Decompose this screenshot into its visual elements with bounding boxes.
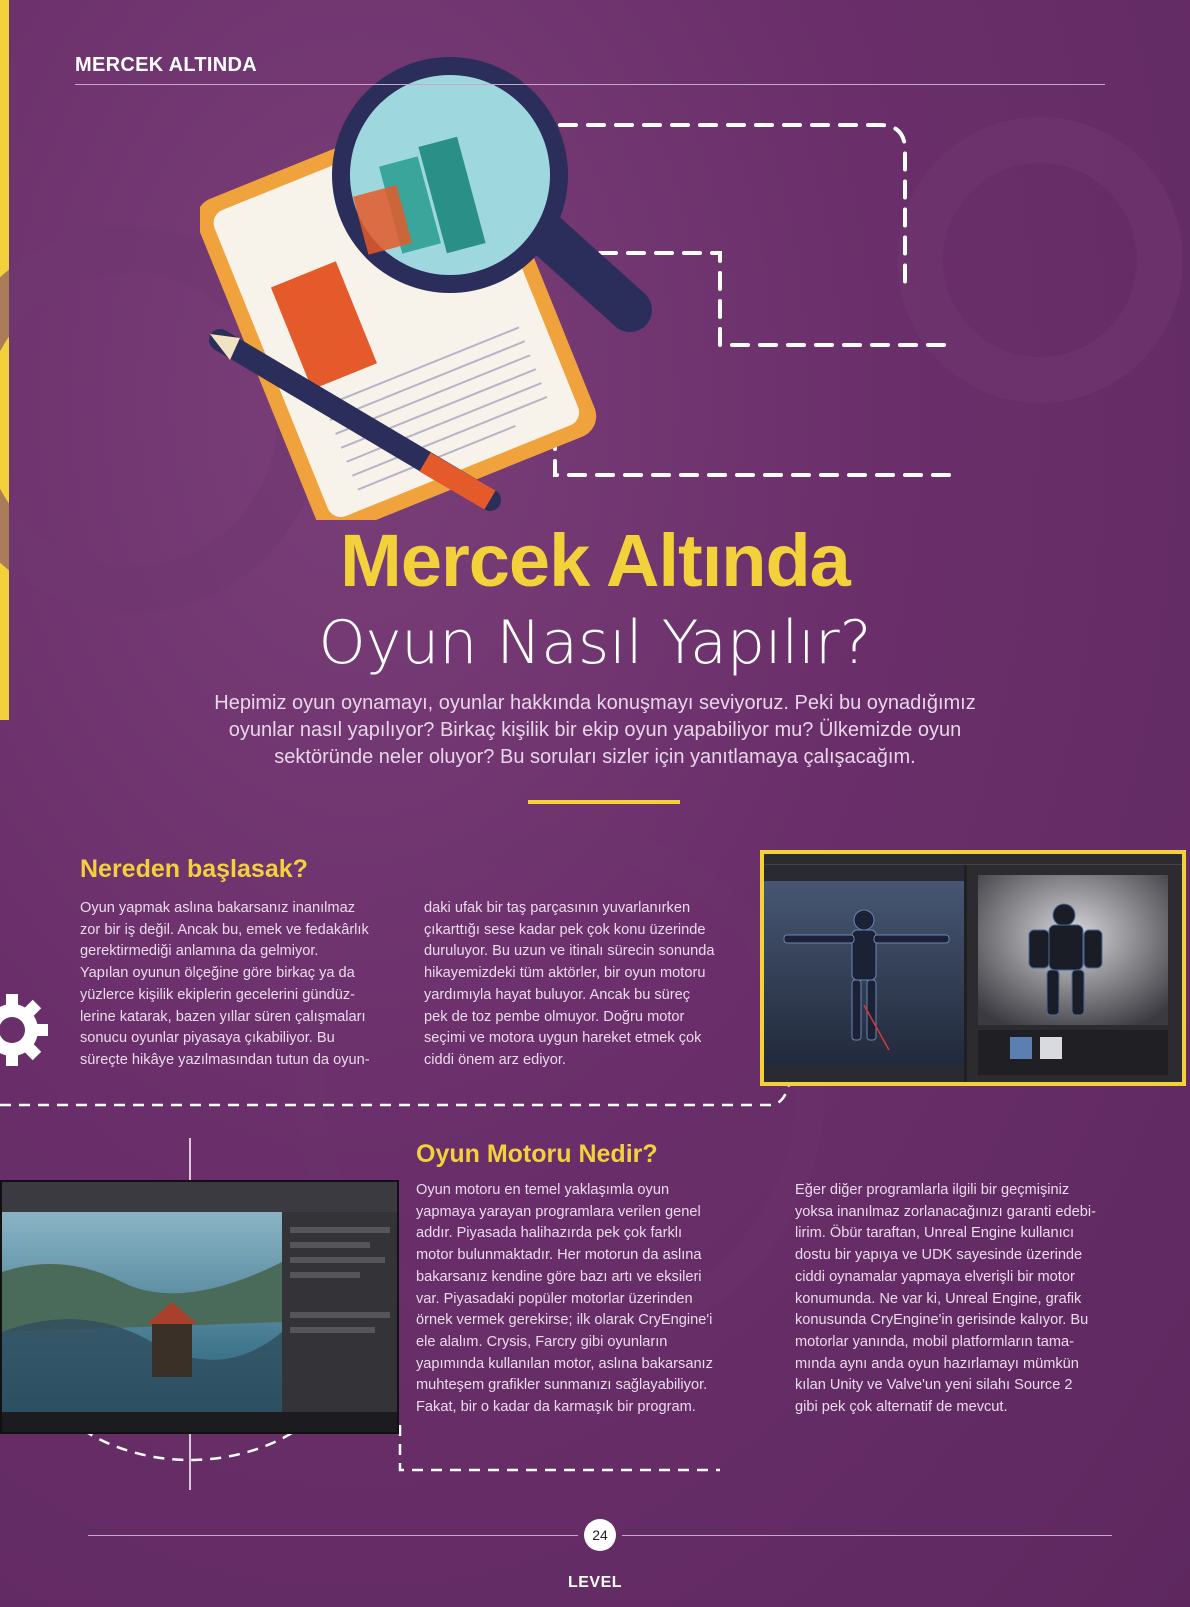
section1-title: Nereden başlasak? [80,855,308,883]
text-line: daki ufak bir taş parçasının yuvarlanırken [424,900,691,916]
text-line: ciddi oynamalar yapmaya elverişli bir motor [795,1268,1075,1285]
text-line: gerektirmediği anlamına da gelmiyor. [80,943,319,960]
text-line: konumunda. Ne var ki, Unreal Engine, grafik [795,1290,1082,1307]
text-line: lerine katarak, bazen yıllar süren çalışmaları [80,1008,366,1025]
text-line: yapmaya yarayan programlara verilen genel [416,1203,701,1220]
section-label: MERCEK ALTINDA [75,54,257,76]
text-line: çıkarttığı sese kadar pek çok konu üzerinde [424,921,706,938]
text-line: seçimi ve motora uygun hareket etmek çok [424,1030,702,1047]
text-line: hikayemizdeki tüm aktörler, bir oyun motoru [424,965,706,982]
magnifier-document-illustration [200,40,680,520]
text-line: ele alalım. Crysis, Farcry gibi oyunların [416,1333,668,1350]
text-line: konusunda CryEngine'in gerisinde kalıyor. Bu [795,1312,1089,1329]
text-line: Oyun yapmak aslına bakarsanız inanılmaz [80,900,355,916]
text-line: bakarsanız kendine göre bazı artı ve eksileri [416,1268,702,1285]
section2-column2 [795,1180,1135,1419]
text-line: süreçte hikâye yazılmasından tutun da oyun- [80,1051,370,1068]
text-line: motor bulunmaktadır. Her motorun da aslına [416,1247,702,1264]
section1-column1 [80,898,410,1072]
text-line: yardımıyla hayat buluyor. Ancak bu süreç [424,986,691,1003]
text-line: sonucu oyunlar piyasaya çıkabiliyor. Bu [80,1030,335,1047]
text-line: kılan Unity ve Valve'un yeni silahı Source 2 [795,1377,1073,1394]
section1-column2 [424,898,744,1072]
gear-icon [0,990,52,1070]
text-line: gibi pek çok alternatif de mevcut. [795,1399,1008,1416]
text-line: muhteşem grafikler sunmanızı sağlayabiliyor. [416,1377,708,1394]
text-line: yapımında kullanılan motor, aslına bakarsanız [416,1355,713,1372]
island-render [2,1182,397,1432]
footer-rule-left [88,1535,578,1536]
intro-line: Hepimiz oyun oynamayı, oyunlar hakkında konuşmayı seviyoruz. Peki bu oynadığımız [214,692,976,714]
text-line: ciddi önem arz ediyor. [424,1051,566,1068]
engine-screenshot-island [0,1180,399,1434]
text-line: Oyun motoru en temel yaklaşımla oyun [416,1182,670,1198]
intro-line: sektöründe neler oluyor? Bu soruları sizler için yanıtlamaya çalışacağım. [274,746,916,768]
page-number: 24 [584,1519,616,1551]
text-line: yoksa inanılmaz zorlanacağınızı garanti edebi- [795,1203,1096,1220]
page-subtitle: Oyun Nasıl Yapılır? [318,608,872,678]
text-line: mında aynı anda oyun hazırlamayı mümkün [795,1355,1079,1372]
text-line: var. Piyasadaki popüler motorlar üzerinden [416,1290,693,1307]
text-line: yüzlerce kişilik ekiplerin gecelerini gündüz- [80,986,355,1003]
section2-column1 [416,1180,766,1419]
text-line: lirim. Öbür taraftan, Unreal Engine kullanıcı [795,1225,1075,1242]
magazine-brand: LEVEL [567,1574,623,1591]
character-render [764,865,1182,1083]
page-title: Mercek Altında [340,519,850,602]
text-line: zor bir iş değil. Ancak bu, emek ve fedakârlık [80,921,369,938]
text-line: pek de toz pembe olmuyor. Doğru motor [424,1008,685,1025]
intro-paragraph [140,690,1050,771]
intro-line: oyunlar nasıl yapılıyor? Birkaç kişilik bir ekip oyun yapabiliyor mu? Ülkemizde oyun [228,719,962,741]
text-line: örnek vermek gerekirse; ilk olarak CryEngine'i [416,1312,713,1329]
text-line: addır. Piyasada halihazırda pek çok farklı [416,1225,683,1242]
text-line: Yapılan oyunun ölçeğine göre birkaç ya da [80,965,355,982]
engine-screenshot-character [760,850,1186,1086]
footer-rule-right [622,1535,1112,1536]
header-divider [75,84,1105,85]
section2-title: Oyun Motoru Nedir? [416,1140,658,1168]
text-line: Fakat, bir o kadar da karmaşık bir program. [416,1399,696,1416]
text-line: dostu bir yapıya ve UDK sayesinde üzerinde [795,1247,1083,1264]
text-line: Eğer diğer programlarla ilgili bir geçmişiniz [795,1182,1070,1198]
text-line: motorlar yanında, mobil platformların tama- [795,1333,1075,1350]
intro-divider [528,800,680,804]
text-line: duruluyor. Bu uzun ve itinalı sürecin sonunda [424,943,715,960]
